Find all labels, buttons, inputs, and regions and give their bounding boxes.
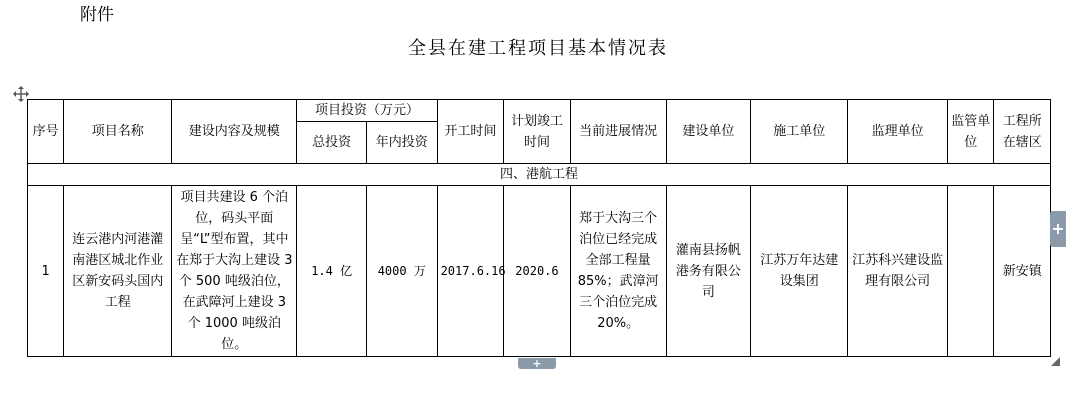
col-header-builder[interactable]: 建设单位 (666, 100, 751, 164)
col-header-planned-completion[interactable]: 计划竣工时间 (504, 100, 571, 164)
cell-progress[interactable]: 郑于大沟三个泊位已经完成全部工程量 85%；武漳河三个泊位完成 20%。 (570, 186, 666, 357)
section-row (28, 164, 1051, 186)
col-header-total-investment[interactable]: 总投资 (297, 122, 367, 164)
header-row (28, 100, 1051, 122)
col-header-regulator[interactable]: 监管单位 (948, 100, 994, 164)
cell-annual-investment[interactable]: 4000 万 (366, 186, 437, 357)
col-header-district[interactable]: 工程所在辖区 (994, 100, 1051, 164)
cell-content-scale[interactable]: 项目共建设 6 个泊位，码头平面呈“L”型布置，其中在郑于大沟上建设 3 个 500 吨级泊位，在武障河上建设 3 个 1000 吨级泊位。 (172, 186, 297, 357)
add-row-button[interactable] (518, 358, 556, 369)
projects-table (27, 99, 1051, 357)
resize-corner-icon[interactable] (1051, 357, 1060, 366)
plus-icon: + (532, 357, 542, 370)
cell-total-investment[interactable]: 1.4 亿 (297, 186, 367, 357)
col-header-progress[interactable]: 当前进展情况 (570, 100, 666, 164)
cell-constructor[interactable]: 江苏万年达建设集团 (751, 186, 848, 357)
col-header-annual-investment[interactable]: 年内投资 (366, 122, 437, 164)
col-header-project-name[interactable]: 项目名称 (64, 100, 172, 164)
col-header-investment-group[interactable]: 项目投资（万元） (297, 100, 437, 122)
cell-project-name[interactable]: 连云港内河港灌南港区城北作业区新安码头国内工程 (64, 186, 172, 357)
cell-district[interactable]: 新安镇 (994, 186, 1051, 357)
cell-supervisor[interactable]: 江苏科兴建设监理有限公司 (848, 186, 948, 357)
attachment-label: 附件 (80, 5, 114, 25)
cell-seq[interactable]: 1 (28, 186, 64, 357)
section-label[interactable]: 四、港航工程 (28, 164, 1051, 186)
cell-builder[interactable]: 灌南县扬帆港务有限公司 (666, 186, 751, 357)
col-header-constructor[interactable]: 施工单位 (751, 100, 848, 164)
table-row (28, 186, 1051, 357)
col-header-content-scale[interactable]: 建设内容及规模 (172, 100, 297, 164)
cell-regulator[interactable] (948, 186, 994, 357)
col-header-seq[interactable]: 序号 (28, 100, 64, 164)
document-title: 全县在建工程项目基本情况表 (408, 38, 668, 59)
add-column-button[interactable] (1050, 211, 1066, 247)
col-header-start-time[interactable]: 开工时间 (437, 100, 504, 164)
col-header-supervisor[interactable]: 监理单位 (848, 100, 948, 164)
cell-planned-completion[interactable]: 2020.6 (504, 186, 571, 357)
plus-icon: + (1051, 219, 1065, 238)
cell-start-time[interactable]: 2017.6.16 (437, 186, 504, 357)
